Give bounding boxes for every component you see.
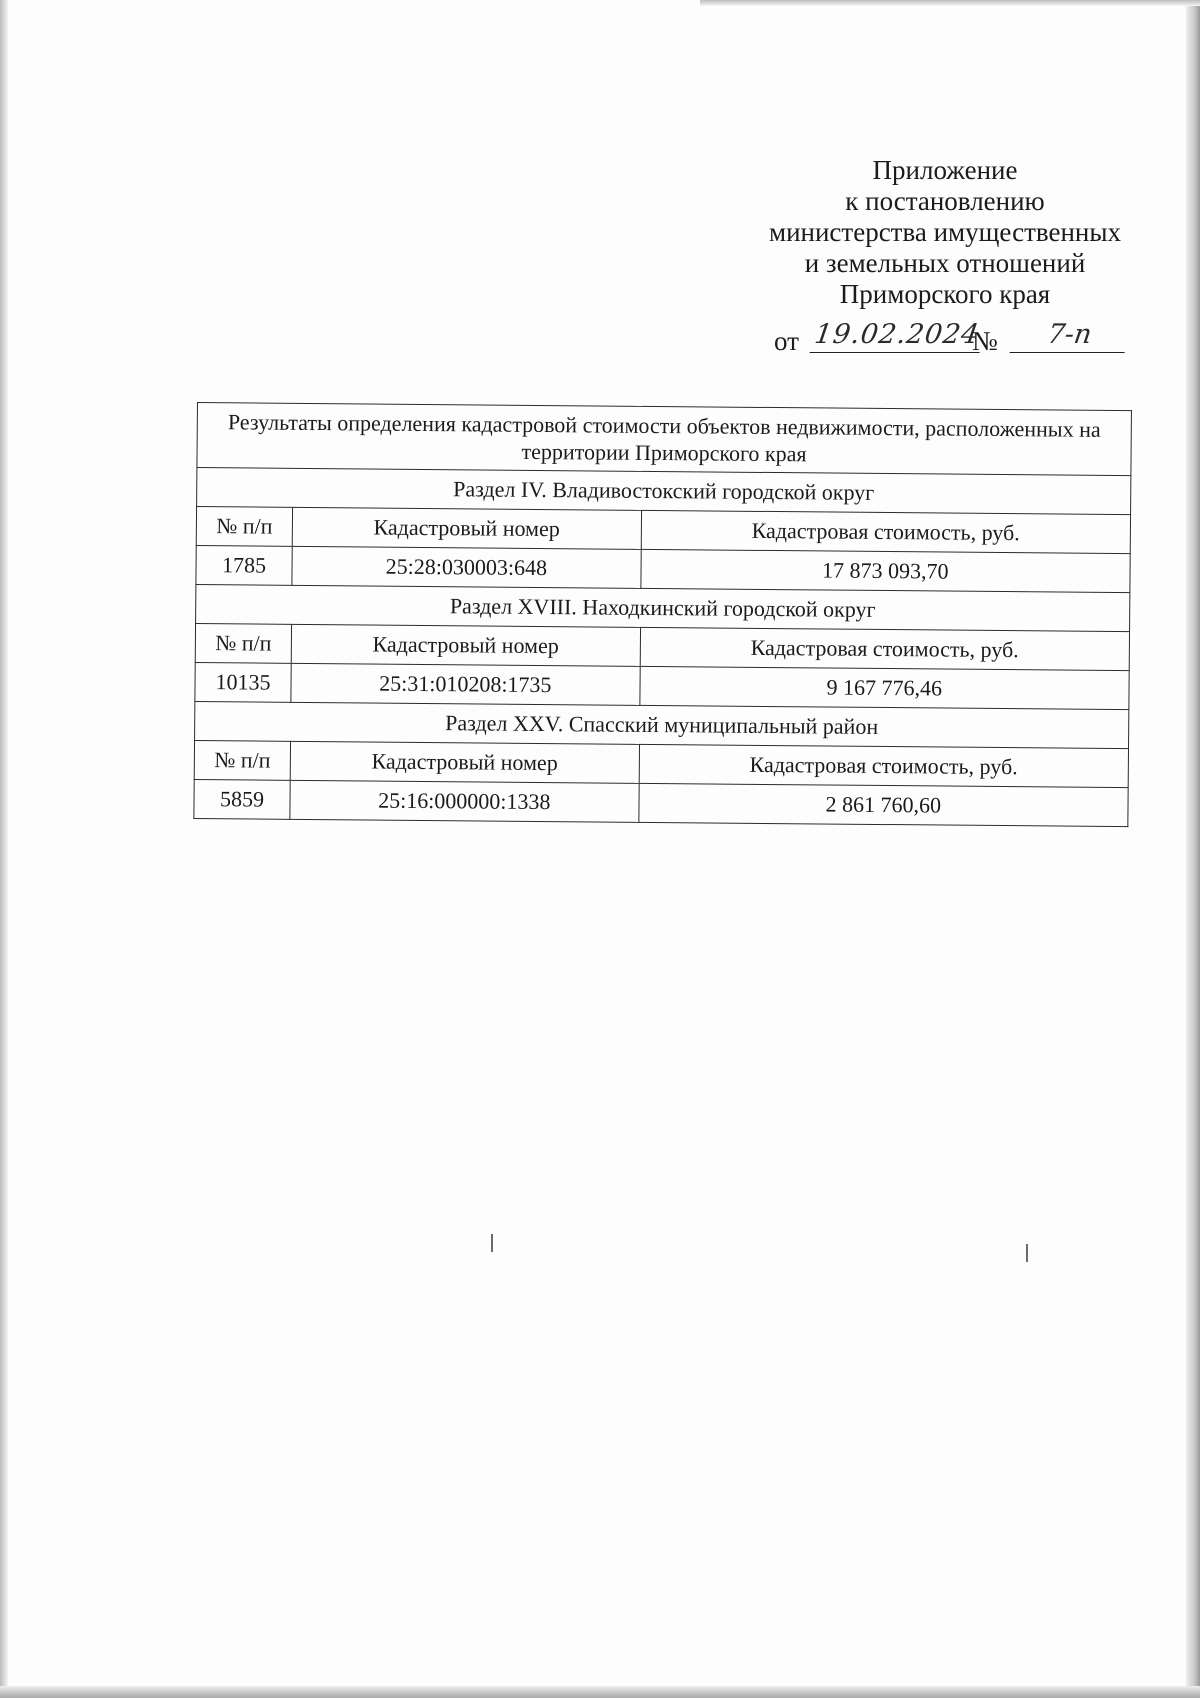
header-cadastral-value: Кадастровая стоимость, руб.: [639, 744, 1129, 787]
cadastral-results-table: [193, 402, 1132, 827]
section-title: Раздел XXV. Спасский муниципальный район: [195, 701, 1129, 748]
header-num: № п/п: [194, 740, 290, 780]
header-cadastral-number: Кадастровый номер: [290, 741, 639, 783]
section-title: Раздел XVIII. Находкинский городской округ: [196, 584, 1130, 631]
cell-num: 10135: [195, 662, 291, 702]
scan-artifact-mark: [1026, 1244, 1028, 1262]
scan-edge-left: [0, 0, 8, 1698]
date-number-line: [772, 318, 1132, 358]
cell-num: 5859: [194, 779, 290, 819]
number-sign: №: [972, 326, 998, 356]
table-title: Результаты определения кадастровой стоимости объектов недвижимости, расположенных на территории Приморского края: [197, 403, 1132, 476]
cell-cadastral-value: 9 167 776,46: [640, 666, 1130, 709]
cell-num: 1785: [196, 545, 292, 585]
table-row: [194, 779, 1128, 826]
cell-cadastral-value: 17 873 093,70: [641, 549, 1131, 592]
cell-cadastral-number: 25:16:000000:1338: [290, 780, 639, 822]
header-num: № п/п: [196, 507, 292, 547]
scan-edge-top: [700, 0, 1200, 6]
cell-cadastral-value: 2 861 760,60: [638, 783, 1128, 826]
scan-edge-right: [1186, 0, 1200, 1698]
appendix-line: министерства имущественных: [769, 217, 1121, 247]
cell-cadastral-number: 25:28:030003:648: [292, 546, 641, 588]
cell-cadastral-number: 25:31:010208:1735: [291, 663, 640, 705]
appendix-line: и земельных отношений: [804, 248, 1086, 278]
handwritten-date: 19.02.2024: [810, 318, 985, 353]
scan-edge-bottom: [0, 1686, 1200, 1698]
header-num: № п/п: [195, 623, 291, 663]
appendix-header: [740, 155, 1150, 310]
header-cadastral-number: Кадастровый номер: [291, 624, 640, 666]
table-title-row: [197, 403, 1132, 476]
header-cadastral-value: Кадастровая стоимость, руб.: [641, 510, 1131, 553]
appendix-line: к постановлению: [845, 186, 1045, 216]
handwritten-number: 7-п: [1010, 318, 1130, 353]
scan-artifact-mark: [491, 1234, 493, 1252]
date-prefix: от: [774, 326, 799, 356]
section-title: Раздел IV. Владивостокский городской округ: [197, 468, 1131, 515]
appendix-line: Приморского края: [839, 279, 1051, 309]
header-cadastral-value: Кадастровая стоимость, руб.: [640, 627, 1130, 670]
appendix-line: Приложение: [872, 155, 1018, 185]
header-cadastral-number: Кадастровый номер: [292, 507, 641, 549]
